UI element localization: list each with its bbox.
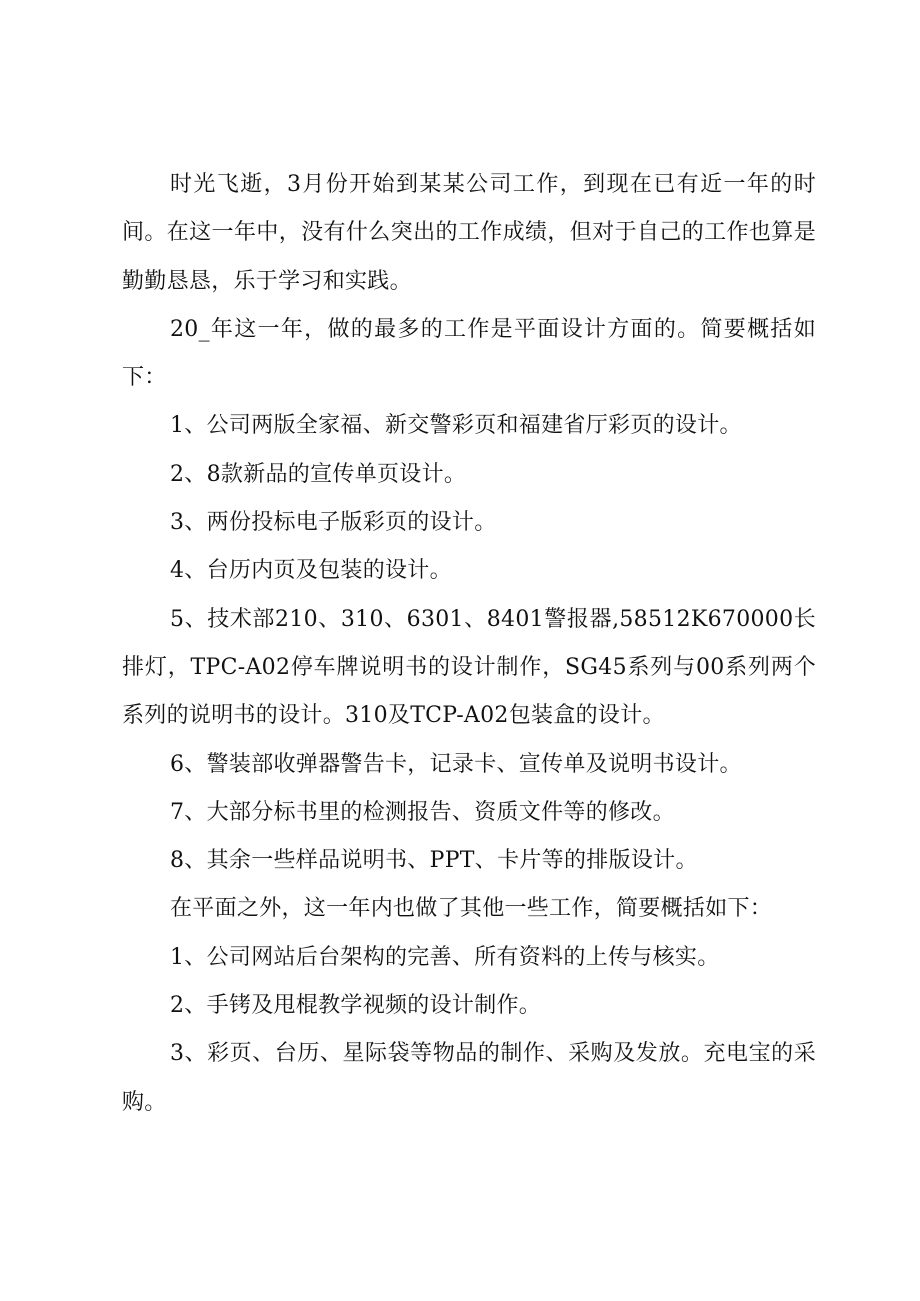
- list-item: 6、警装部收弹器警告卡，记录卡、宣传单及说明书设计。: [170, 751, 742, 777]
- list-item: 8、其余一些样品说明书、PPT、卡片等的排版设计。: [170, 848, 698, 874]
- paragraph-intro: 时光飞逝，3月份开始到某某公司工作，到现在已有近一年的时间。在这一年中，没有什么突出的工作成绩，但对于自己的工作也算是勤勤恳恳，乐于学习和实践。: [122, 172, 816, 294]
- list-item: 2、手铐及甩棍教学视频的设计制作。: [170, 993, 542, 1019]
- paragraph-design-summary-heading: 20_年这一年，做的最多的工作是平面设计方面的。简要概括如下：: [122, 316, 816, 391]
- document-body: [122, 161, 816, 1127]
- list-item: 3、两份投标电子版彩页的设计。: [170, 510, 497, 536]
- list-item: 1、公司两版全家福、新交警彩页和福建省厅彩页的设计。: [170, 413, 742, 439]
- list-item: 2、8款新品的宣传单页设计。: [170, 461, 467, 487]
- list-item: 1、公司网站后台架构的完善、所有资料的上传与核实。: [170, 944, 720, 970]
- list-item: 4、台历内页及包装的设计。: [170, 558, 452, 584]
- list-item: 5、技术部210、310、6301、8401警报器,58512K670000长排灯，TPC-A02停车牌说明书的设计制作，SG45系列与00系列两个系列的说明书的设计。310及TCP-A02包装盒的设计。: [122, 606, 816, 729]
- list-item: 3、彩页、台历、星际袋等物品的制作、采购及发放。充电宝的采购。: [122, 1041, 816, 1115]
- paragraph-other-work-heading: 在平面之外，这一年内也做了其他一些工作，简要概括如下：: [170, 896, 773, 922]
- list-item: 7、大部分标书里的检测报告、资质文件等的修改。: [170, 799, 675, 825]
